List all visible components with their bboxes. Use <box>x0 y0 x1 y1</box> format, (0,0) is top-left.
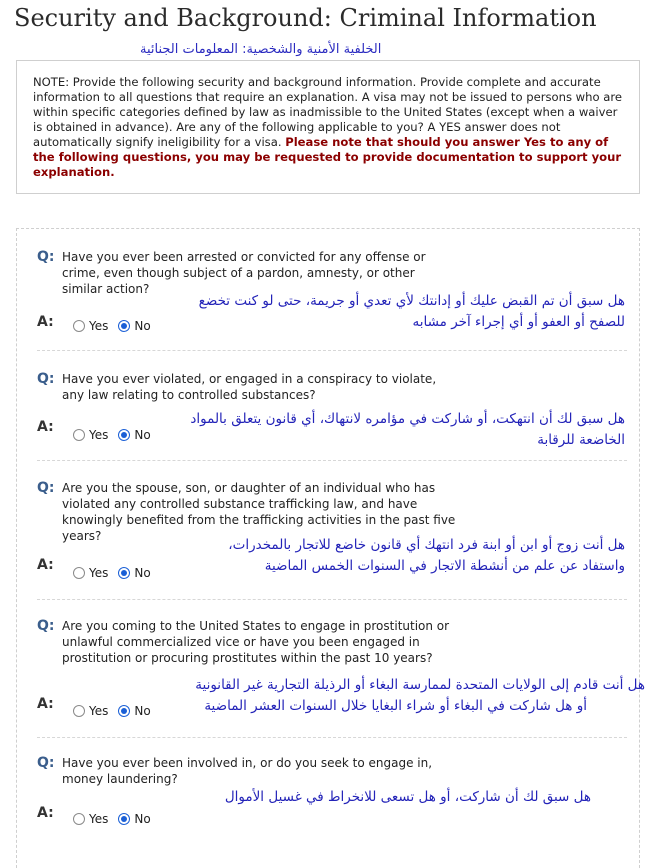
no-label[interactable]: No <box>134 566 151 580</box>
page-subtitle-arabic: الخلفية الأمنية والشخصية: المعلومات الجنائية <box>140 42 382 57</box>
yes-label[interactable]: Yes <box>89 704 109 718</box>
question-2 <box>37 371 627 403</box>
question-1 <box>37 249 627 297</box>
question-2-arabic <box>190 409 625 451</box>
answer-4-no-radio[interactable] <box>118 705 130 717</box>
answer-2-no-radio[interactable] <box>118 429 130 441</box>
answer-5-yes-radio[interactable] <box>73 813 85 825</box>
answer-4-yes-radio[interactable] <box>73 705 85 717</box>
page-title: Security and Background: Criminal Information <box>14 4 597 32</box>
yes-label[interactable]: Yes <box>89 566 109 580</box>
arabic-line: هل سبق أن تم القبض عليك أو إدانتك لأي تعدي أو جريمة، حتى لو كنت تخضع <box>198 293 625 309</box>
answer-1-yes-radio[interactable] <box>73 320 85 332</box>
question-text: Are you the spouse, son, or daughter of an individual who has violated any controlled substance trafficking law, and have knowingly benefited from the trafficking activities in the past five years? <box>62 481 456 543</box>
question-text: Have you ever violated, or engaged in a conspiracy to violate, any law relating to controlled substances? <box>62 372 437 402</box>
question-text: Are you coming to the United States to engage in prostitution or unlawful commercialized vice or have you been engaged in prostitution or procuring prostitutes within the past 10 years? <box>62 619 450 665</box>
arabic-line: الخاضعة للرقابة <box>537 432 625 448</box>
answer-1-radios <box>73 319 161 333</box>
question-4 <box>37 618 627 666</box>
yes-label[interactable]: Yes <box>89 319 109 333</box>
q-label: Q: <box>37 618 55 634</box>
divider <box>37 599 627 600</box>
a-label: A: <box>37 419 54 435</box>
arabic-line: هل أنت زوج أو ابن أو ابنة فرد انتهك أي قانون خاضع للاتجار بالمخدرات، <box>228 537 625 553</box>
arabic-line: واستفاد عن علم من أنشطة الاتجار في السنوات الخمس الماضية <box>264 558 625 574</box>
answer-5-radios <box>73 812 161 826</box>
arabic-line: هل سبق لك أن انتهكت، أو شاركت في مؤامره لانتهاك، أي قانون يتعلق بالمواد <box>190 411 625 427</box>
no-label[interactable]: No <box>134 319 151 333</box>
answer-3-yes-radio[interactable] <box>73 567 85 579</box>
answer-4-radios <box>73 704 161 718</box>
divider <box>37 350 627 351</box>
answer-3-no-radio[interactable] <box>118 567 130 579</box>
arabic-line: هل أنت قادم إلى الولايات المتحدة لممارسة البغاء أو الرذيلة التجارية غير القانونية <box>195 677 645 693</box>
q-label: Q: <box>37 480 55 496</box>
a-label: A: <box>37 805 54 821</box>
question-1-arabic <box>199 291 625 333</box>
q-label: Q: <box>37 249 55 265</box>
divider <box>37 737 627 738</box>
no-label[interactable]: No <box>134 428 151 442</box>
a-label: A: <box>37 314 54 330</box>
answer-5-no-radio[interactable] <box>118 813 130 825</box>
a-label: A: <box>37 696 54 712</box>
questions-panel <box>16 228 645 868</box>
note-text: NOTE: Provide the following security and background information. Provide complete and accurate information to all questions that require an explanation. A visa may not be issued to persons who are within specific categories defined by law as inadmissible to the United States (except when a waiver is obtained in advance). Are any of the following applicable to you? A YES answer does not automatically signify ineligibility for a visa. <box>33 75 623 149</box>
answer-3-radios <box>73 566 161 580</box>
question-3-arabic <box>228 535 625 577</box>
question-4-arabic <box>195 675 645 717</box>
question-5-arabic <box>225 787 591 808</box>
yes-label[interactable]: Yes <box>89 428 109 442</box>
a-label: A: <box>37 557 54 573</box>
answer-2-yes-radio[interactable] <box>73 429 85 441</box>
question-5 <box>37 755 627 787</box>
q-label: Q: <box>37 371 55 387</box>
yes-label[interactable]: Yes <box>89 812 109 826</box>
arabic-line: هل سبق لك أن شاركت، أو هل تسعى للانخراط في غسيل الأموال <box>224 789 591 805</box>
note-warning: Please note that should you answer Yes to any of the following questions, you may be requested to provide documentation to support your explanation. <box>33 135 622 179</box>
answer-2-radios <box>73 428 161 442</box>
arabic-line: أو هل شاركت في البغاء أو شراء البغايا خلال السنوات العشر الماضية <box>204 698 587 714</box>
q-label: Q: <box>37 755 55 771</box>
no-label[interactable]: No <box>134 812 151 826</box>
arabic-line: للصفح أو العفو أو أي إجراء آخر مشابه <box>412 314 625 330</box>
question-text: Have you ever been involved in, or do you seek to engage in, money laundering? <box>62 756 433 786</box>
divider <box>37 460 627 461</box>
question-text: Have you ever been arrested or convicted for any offense or crime, even though subject of a pardon, amnesty, or other similar action? <box>62 250 426 296</box>
answer-1-no-radio[interactable] <box>118 320 130 332</box>
note-box <box>16 60 640 194</box>
no-label[interactable]: No <box>134 704 151 718</box>
